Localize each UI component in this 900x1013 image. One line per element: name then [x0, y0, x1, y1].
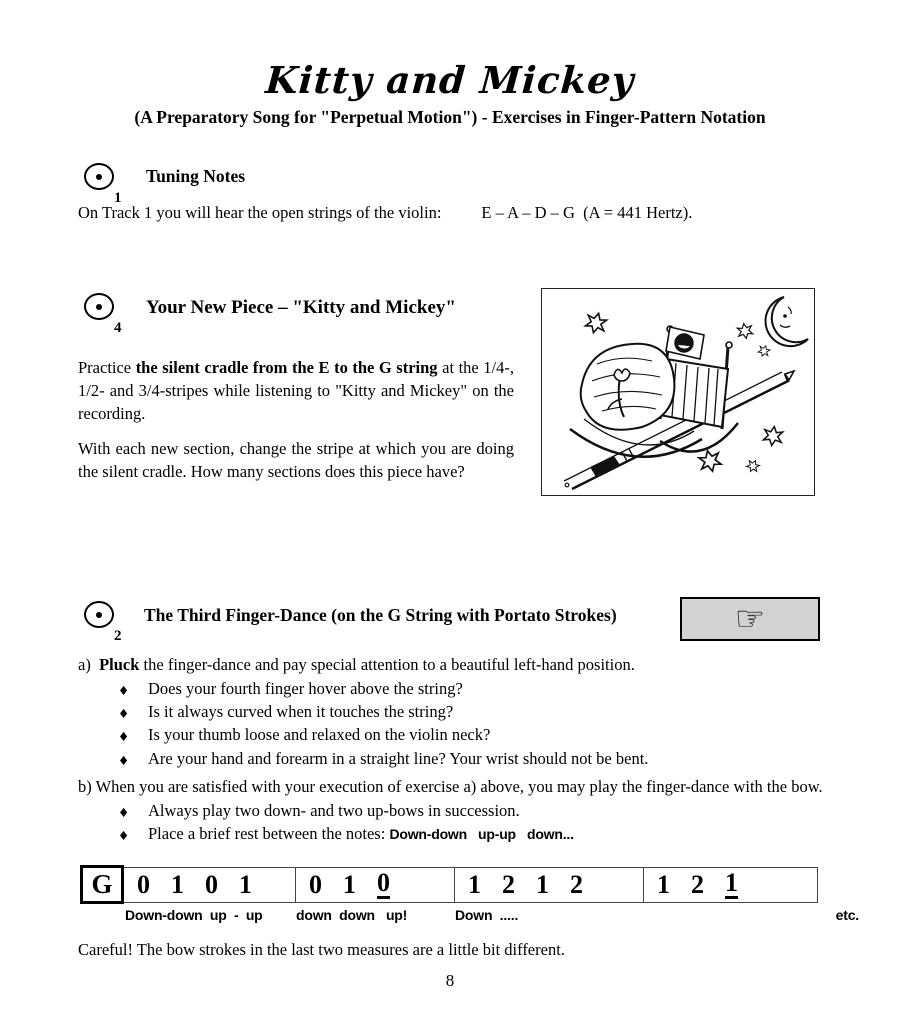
open-strings-text: E – A – D – G (A = 441 Hertz). — [481, 203, 693, 222]
exercise-a-line — [78, 653, 858, 676]
finger-number-underlined: 1 — [725, 868, 738, 897]
measures-row — [124, 867, 818, 903]
bullet-item — [118, 678, 858, 701]
diamond-bullet-icon: ♦ — [118, 752, 130, 768]
track-number: 1 — [114, 190, 122, 206]
b-bullet2-text — [148, 823, 858, 846]
page-number: 8 — [445, 971, 455, 990]
bullet-item — [118, 800, 858, 823]
track-number: 2 — [114, 628, 122, 644]
a-bold: Pluck — [99, 655, 140, 674]
new-piece-heading: Your New Piece – "Kitty and Mickey" — [146, 297, 456, 318]
b-bullet1-text: Always play two down- and two up-bows in succession. — [148, 801, 520, 820]
finger-number: 2 — [691, 869, 704, 899]
etc-label: etc. — [835, 907, 859, 923]
track-1-icon — [84, 163, 130, 206]
tuning-heading: Tuning Notes — [146, 166, 246, 186]
bullet-text: Does your fourth finger hover above the string? — [148, 679, 463, 698]
diamond-bullet-icon: ♦ — [118, 729, 130, 745]
pointing-hand-callout — [680, 597, 820, 641]
tuning-body — [78, 201, 838, 224]
exercise-b-line: b) When you are satisfied with your execution of exercise a) above, you may play the finger-dance with the bow. — [78, 777, 823, 796]
cd-circle-icon — [84, 163, 114, 190]
bullet-text: Is your thumb loose and relaxed on the violin neck? — [148, 725, 491, 745]
finger-number: 1 — [468, 869, 481, 899]
finger-number: 1 — [171, 869, 184, 899]
bowing-row — [123, 907, 859, 923]
star-icon — [763, 425, 784, 446]
page-title: Kitty and Mickey — [264, 58, 636, 102]
finger-number: 1 — [239, 869, 252, 899]
star-icon — [737, 322, 754, 339]
finger-pattern-notation — [80, 865, 818, 904]
finger-number: 2 — [570, 869, 583, 899]
para1-pre: Practice — [78, 358, 136, 377]
diamond-bullet-icon: ♦ — [118, 805, 130, 820]
bowing-label: Down-down up - up — [125, 907, 263, 923]
page-subtitle: (A Preparatory Song for "Perpetual Motion") - Exercises in Finger-Pattern Notation — [134, 107, 766, 127]
a-label: a) — [78, 655, 91, 674]
diamond-bullet-icon: ♦ — [118, 706, 130, 722]
sections-paragraph: With each new section, change the stripe at which you are doing the silent cradle. How many sections does this piece have? — [78, 439, 514, 481]
bullet-item — [118, 823, 858, 846]
finger-number: 1 — [657, 869, 670, 899]
track-number: 4 — [114, 320, 122, 336]
measure-cell — [124, 868, 295, 902]
star-icon — [757, 344, 771, 358]
cradle-illustration — [541, 288, 815, 496]
cradle-drawing — [570, 326, 738, 457]
track-4-icon — [84, 293, 130, 336]
measure-cell — [295, 868, 454, 902]
practice-paragraph — [78, 356, 514, 425]
diamond-bullet-icon: ♦ — [118, 828, 130, 844]
careful-note: Careful! The bow strokes in the last two measures are a little bit different. — [78, 940, 565, 959]
finger-number: 0 — [137, 869, 150, 899]
bullet-item — [118, 748, 858, 771]
finger-number-underlined: 0 — [377, 868, 390, 897]
measure-cell — [454, 868, 643, 902]
bullet-item — [118, 701, 858, 724]
finger-number: 0 — [309, 869, 322, 899]
track-2-icon — [84, 601, 130, 644]
star-icon — [584, 311, 608, 335]
measure-cell — [643, 868, 817, 902]
star-icon — [745, 458, 760, 474]
cradle-on-bow-drawing — [542, 289, 814, 495]
string-label-box: G — [80, 865, 124, 904]
b-bullet-list — [118, 800, 858, 846]
finger-dance-heading: The Third Finger-Dance (on the G String with Portato Strokes) — [144, 605, 617, 625]
bullet-item — [118, 724, 858, 747]
tuning-body-text: On Track 1 you will hear the open strings of the violin: — [78, 203, 442, 222]
para1-bold: the silent cradle from the E to the G string — [135, 358, 438, 377]
bowing-label — [642, 907, 816, 923]
bullet-text: Is it always curved when it touches the string? — [148, 702, 454, 722]
a-bullet-list — [118, 678, 858, 771]
finger-number: 0 — [205, 869, 218, 899]
finger-number: 2 — [502, 869, 515, 899]
pointing-hand-icon: ☞ — [734, 599, 766, 639]
bullet-text: Are your hand and forearm in a straight line? Your wrist should not be bent. — [148, 748, 649, 768]
bowing-label: Down ..... — [455, 907, 519, 923]
bowing-label: down down up! — [296, 907, 408, 923]
para1-post: at the 1/4-, 1/2- and 3/4-stripes while listening to "Kitty and Mickey" on the recording. — [78, 358, 514, 423]
star-icon — [698, 448, 722, 473]
b-bullet2-bowing: Down-down up-up down... — [389, 826, 574, 843]
moon-icon — [766, 297, 808, 346]
b-bullet2-pre: Place a brief rest between the notes: — [148, 824, 390, 844]
cd-circle-icon — [84, 601, 114, 628]
finger-number: 1 — [536, 869, 549, 899]
a-rest: the finger-dance and pay special attention to a beautiful left-hand position. — [139, 655, 635, 674]
cd-circle-icon — [84, 293, 114, 320]
diamond-bullet-icon: ♦ — [118, 683, 130, 698]
finger-number: 1 — [343, 869, 356, 899]
